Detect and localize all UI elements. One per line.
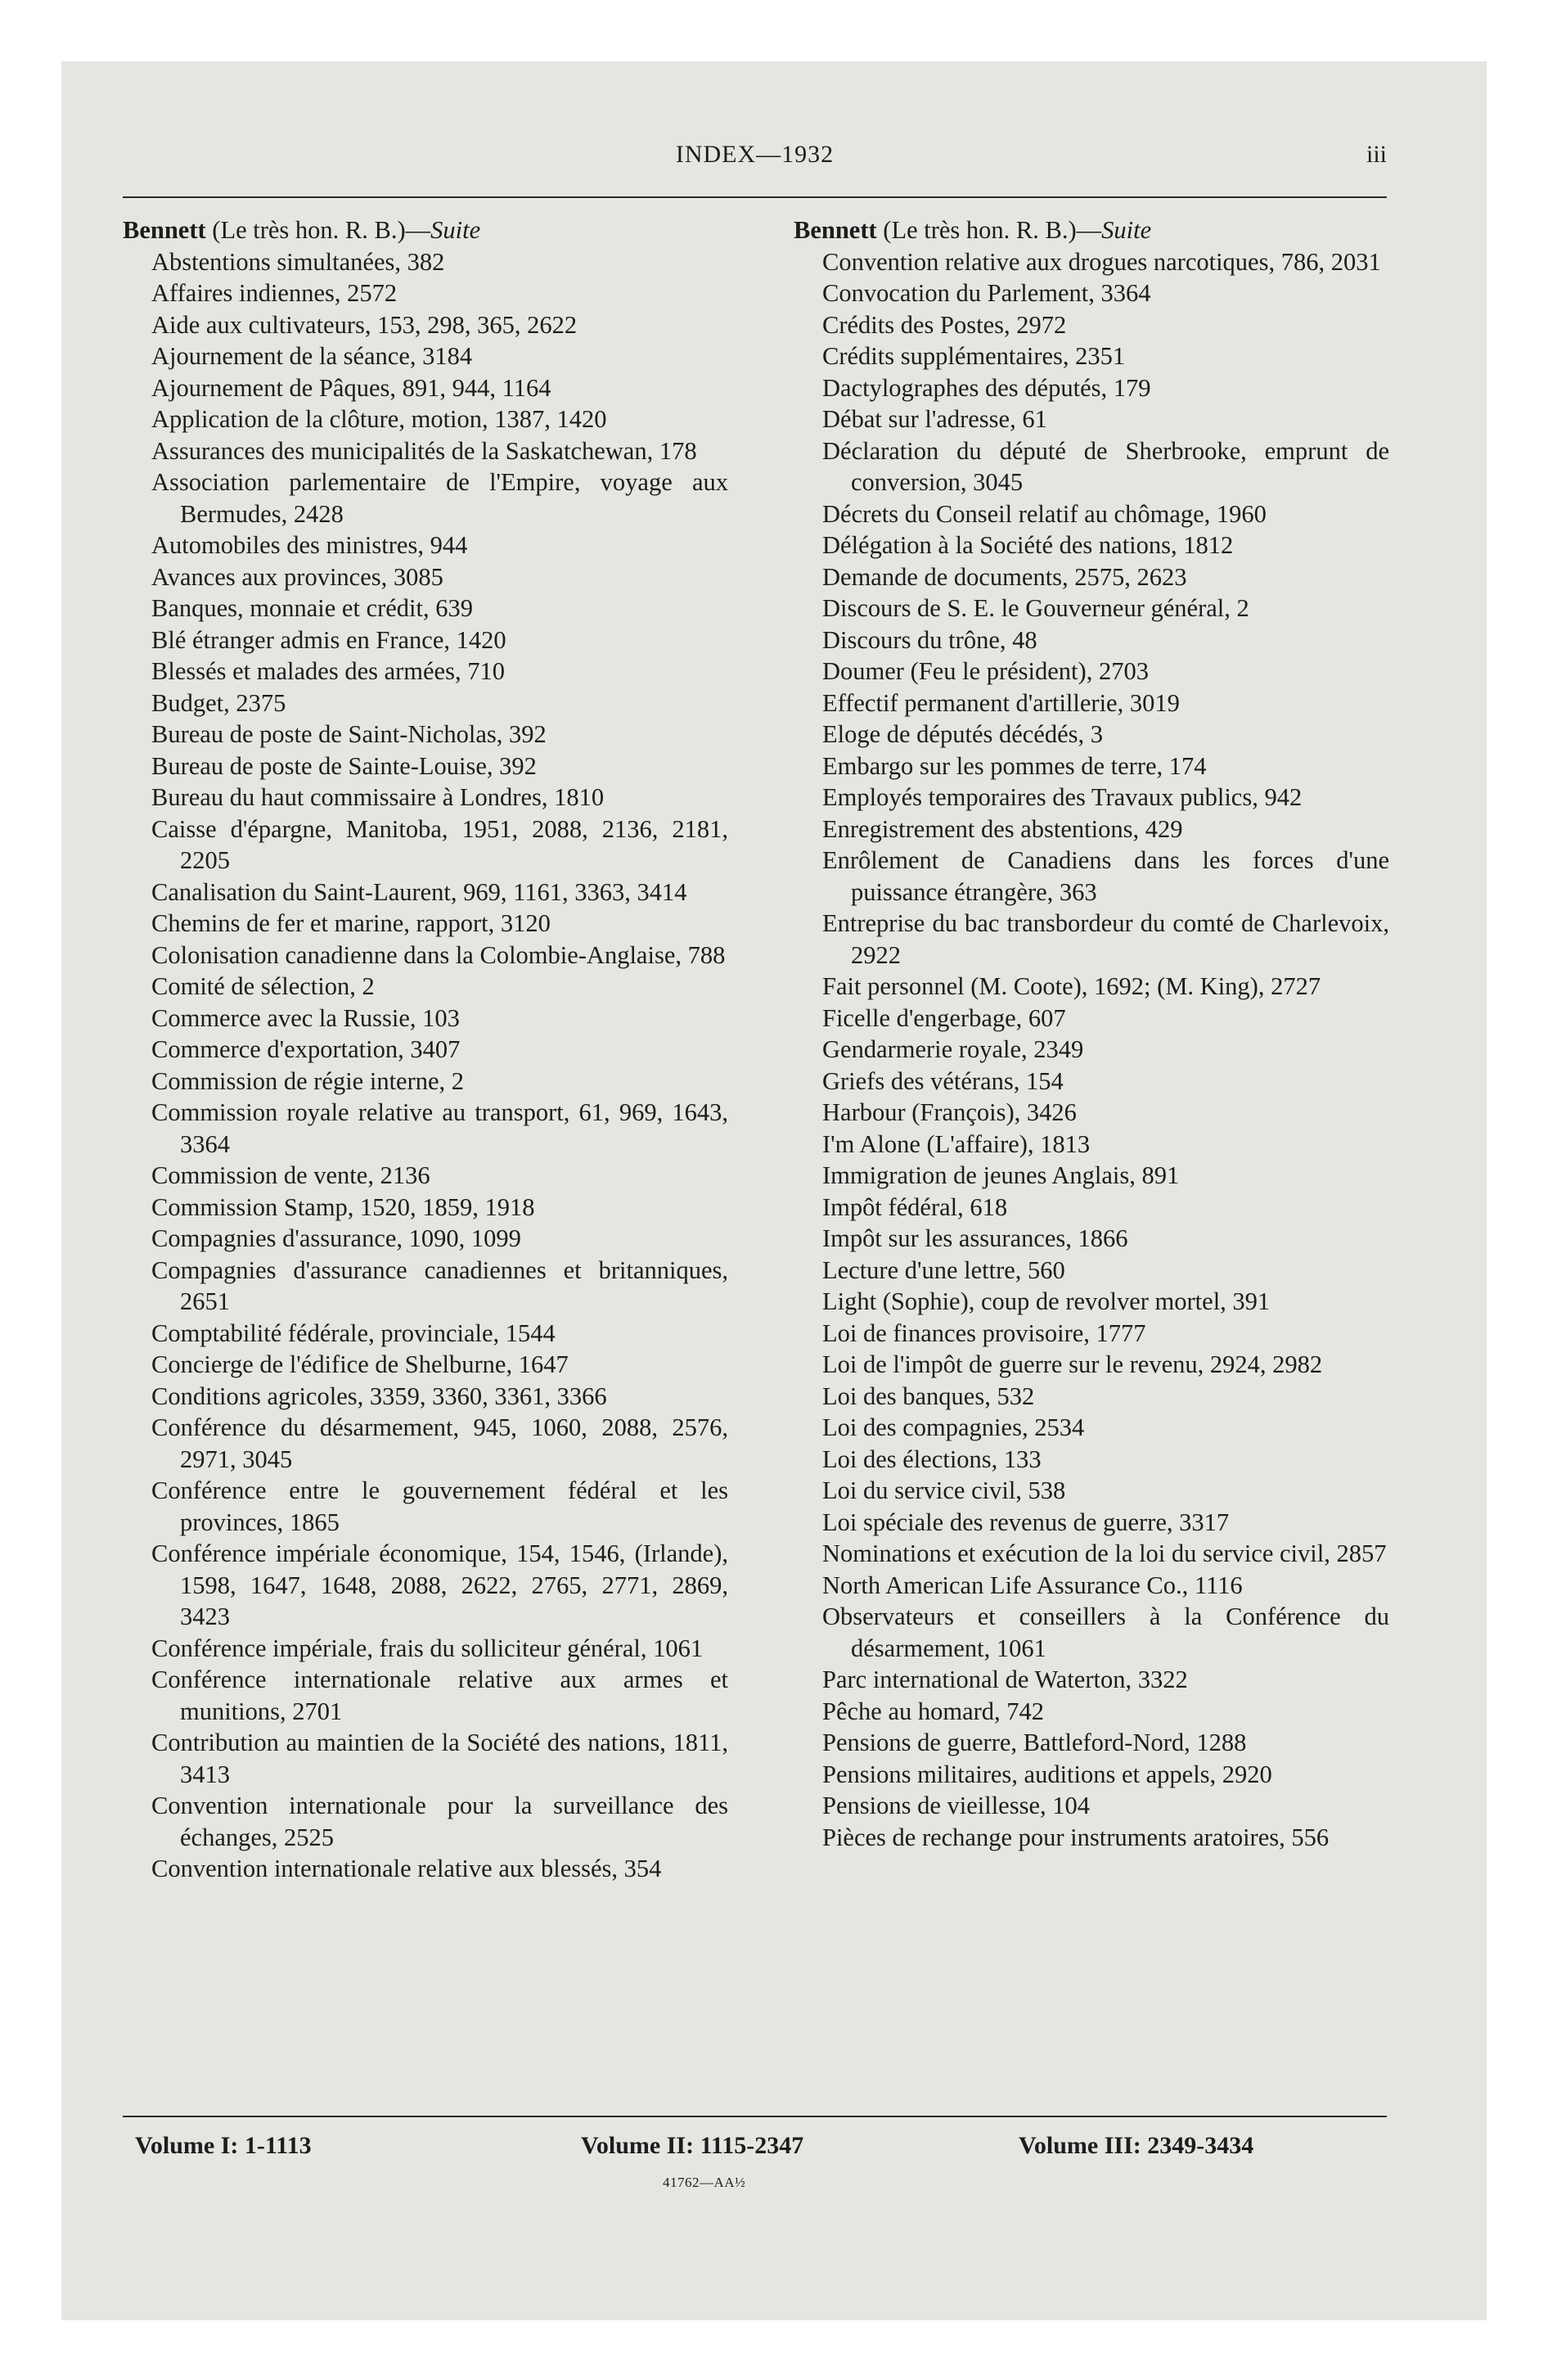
print-code: 41762—AA½ — [663, 2175, 746, 2190]
index-entry: Pensions de vieillesse, 104 — [822, 1792, 1090, 1819]
index-entry: Crédits des Postes, 2972 — [822, 310, 1067, 339]
page-number: iii — [1366, 141, 1387, 168]
page-footer — [123, 2132, 1387, 2206]
index-entry: Blessés et malades des armées, 710 — [151, 657, 505, 685]
index-entry: Dactylographes des députés, 179 — [822, 373, 1151, 402]
index-entry: Comité de sélection, 2 — [151, 972, 375, 1000]
index-entry: Light (Sophie), coup de revolver mortel, 391 — [822, 1287, 1271, 1315]
index-entry: Commission de régie interne, 2 — [151, 1066, 465, 1095]
index-entry: Convocation du Parlement, 3364 — [822, 279, 1151, 307]
index-entry: Commerce avec la Russie, 103 — [151, 1003, 460, 1032]
index-entry: Ajournement de la séance, 3184 — [151, 342, 473, 370]
column-heading — [123, 214, 728, 246]
index-entry: Canalisation du Saint-Laurent, 969, 1161, 3363, 3414 — [151, 877, 687, 906]
index-entry: Conditions agricoles, 3359, 3360, 3361, 3366 — [151, 1382, 607, 1410]
index-entry: North American Life Assurance Co., 1116 — [822, 1571, 1243, 1599]
index-entry: Commission Stamp, 1520, 1859, 1918 — [151, 1192, 535, 1221]
index-entry: Compagnies d'assurance, 1090, 1099 — [151, 1224, 521, 1252]
index-entry: Demande de documents, 2575, 2623 — [822, 562, 1187, 591]
running-title: INDEX—1932 — [675, 141, 835, 168]
index-entry: Pêche au homard, 742 — [822, 1697, 1045, 1725]
index-entry: Débat sur l'adresse, 61 — [822, 405, 1047, 433]
index-entry: Déclaration du député de Sherbrooke, emprunt de conversion, 3045 — [822, 436, 1389, 496]
index-entry: Nominations et exécution de la loi du service civil, 2857 — [822, 1539, 1387, 1567]
index-entry: Conférence impériale, frais du solliciteur général, 1061 — [151, 1634, 704, 1662]
index-entry: Assurances des municipalités de la Saskatchewan, 178 — [151, 436, 697, 465]
index-entry: Commerce d'exportation, 3407 — [151, 1035, 461, 1063]
entry-list-left — [123, 246, 728, 1885]
index-column-right — [794, 214, 1389, 1853]
index-entry: Entreprise du bac transbordeur du comté de Charlevoix, 2922 — [822, 909, 1389, 969]
index-entry: Discours de S. E. le Gouverneur général, 2 — [822, 594, 1249, 622]
index-entry: Blé étranger admis en France, 1420 — [151, 625, 506, 654]
index-entry: Loi spéciale des revenus de guerre, 3317 — [822, 1508, 1230, 1536]
heading-name: Bennett — [794, 216, 877, 244]
index-entry: Association parlementaire de l'Empire, voyage aux Bermudes, 2428 — [151, 468, 728, 528]
index-entry: Enregistrement des abstentions, 429 — [822, 814, 1183, 843]
index-entry: Convention internationale pour la surveillance des échanges, 2525 — [151, 1792, 728, 1851]
index-entry: Budget, 2375 — [151, 688, 286, 717]
index-entry: Crédits supplémentaires, 2351 — [822, 342, 1126, 370]
footer-rule — [123, 2116, 1387, 2117]
index-entry: Doumer (Feu le président), 2703 — [822, 657, 1149, 685]
index-entry: Loi des compagnies, 2534 — [822, 1413, 1085, 1441]
index-entry: Conférence du désarmement, 945, 1060, 2088, 2576, 2971, 3045 — [151, 1413, 728, 1473]
index-entry: Impôt sur les assurances, 1866 — [822, 1224, 1128, 1252]
index-entry: Parc international de Waterton, 3322 — [822, 1666, 1188, 1693]
index-entry: Pièces de rechange pour instruments aratoires, 556 — [822, 1823, 1330, 1851]
index-entry: Effectif permanent d'artillerie, 3019 — [822, 688, 1180, 717]
entry-list-right — [794, 246, 1389, 1854]
index-entry: Aide aux cultivateurs, 153, 298, 365, 2622 — [151, 310, 578, 339]
index-entry: Bureau du haut commissaire à Londres, 1810 — [151, 783, 605, 811]
index-entry: Embargo sur les pommes de terre, 174 — [822, 751, 1207, 780]
index-entry: Délégation à la Société des nations, 1812 — [822, 531, 1234, 559]
volume-two-range: Volume II: 1115-2347 — [581, 2132, 804, 2159]
index-entry: Abstentions simultanées, 382 — [151, 247, 445, 276]
page-header — [123, 141, 1387, 182]
index-entry: Commission de vente, 2136 — [151, 1161, 430, 1189]
index-entry: Colonisation canadienne dans la Colombie-Anglaise, 788 — [151, 940, 726, 969]
index-entry: Avances aux provinces, 3085 — [151, 562, 443, 591]
index-entry: Immigration de jeunes Anglais, 891 — [822, 1161, 1180, 1189]
index-entry: Compagnies d'assurance canadiennes et britanniques, 2651 — [151, 1255, 728, 1315]
index-entry: Loi de finances provisoire, 1777 — [822, 1318, 1146, 1347]
index-entry: Application de la clôture, motion, 1387, 1420 — [151, 405, 607, 433]
index-entry: Lecture d'une lettre, 560 — [822, 1255, 1065, 1284]
index-entry: Chemins de fer et marine, rapport, 3120 — [151, 909, 551, 937]
index-entry: Loi des élections, 133 — [822, 1445, 1042, 1473]
index-entry: Loi des banques, 532 — [822, 1382, 1035, 1410]
index-entry: Convention internationale relative aux blessés, 354 — [151, 1855, 662, 1882]
index-entry: Bureau de poste de Sainte-Louise, 392 — [151, 751, 537, 780]
index-entry: Automobiles des ministres, 944 — [151, 531, 468, 559]
index-entry: I'm Alone (L'affaire), 1813 — [822, 1129, 1091, 1158]
index-entry: Contribution au maintien de la Société des nations, 1811, 3413 — [151, 1729, 728, 1788]
index-entry: Commission royale relative au transport, 61, 969, 1643, 3364 — [151, 1098, 728, 1158]
index-entry: Discours du trône, 48 — [822, 625, 1037, 654]
heading-name: Bennett — [123, 216, 206, 244]
index-entry: Conférence entre le gouvernement fédéral et les provinces, 1865 — [151, 1476, 728, 1536]
heading-suite: Suite — [1101, 216, 1152, 244]
index-entry: Bureau de poste de Saint-Nicholas, 392 — [151, 720, 547, 748]
index-entry: Conférence impériale économique, 154, 1546, (Irlande), 1598, 1647, 1648, 2088, 2622, 2765, 2771, 2869, 3423 — [151, 1539, 728, 1630]
index-entry: Décrets du Conseil relatif au chômage, 1960 — [822, 499, 1267, 528]
index-entry: Caisse d'épargne, Manitoba, 1951, 2088, 2136, 2181, 2205 — [151, 814, 728, 874]
index-entry: Concierge de l'édifice de Shelburne, 1647 — [151, 1350, 569, 1378]
heading-suite: Suite — [430, 216, 481, 244]
index-entry: Ficelle d'engerbage, 607 — [822, 1003, 1066, 1032]
index-entry: Loi du service civil, 538 — [822, 1476, 1066, 1504]
index-entry: Comptabilité fédérale, provinciale, 1544 — [151, 1318, 556, 1347]
column-heading — [794, 214, 1389, 246]
index-entry: Harbour (François), 3426 — [822, 1098, 1077, 1126]
index-column-left — [123, 214, 728, 1885]
index-entry: Impôt fédéral, 618 — [822, 1192, 1008, 1221]
header-rule — [123, 196, 1387, 198]
index-entry: Pensions de guerre, Battleford-Nord, 1288 — [822, 1729, 1247, 1756]
heading-title: (Le très hon. R. B.)— — [205, 216, 431, 244]
index-entry: Affaires indiennes, 2572 — [151, 279, 398, 307]
index-entry: Ajournement de Pâques, 891, 944, 1164 — [151, 373, 551, 402]
index-entry: Observateurs et conseillers à la Conférence du désarmement, 1061 — [822, 1602, 1389, 1662]
index-entry: Pensions militaires, auditions et appels, 2920 — [822, 1760, 1272, 1788]
index-entry: Fait personnel (M. Coote), 1692; (M. King), 2727 — [822, 972, 1321, 1000]
heading-title: (Le très hon. R. B.)— — [876, 216, 1102, 244]
index-entry: Convention relative aux drogues narcotiques, 786, 2031 — [822, 247, 1381, 276]
index-entry: Banques, monnaie et crédit, 639 — [151, 594, 474, 622]
index-entry: Eloge de députés décédés, 3 — [822, 720, 1103, 748]
index-entry: Gendarmerie royale, 2349 — [822, 1035, 1084, 1063]
index-entry: Enrôlement de Canadiens dans les forces d'une puissance étrangère, 363 — [822, 846, 1389, 906]
volume-three-range: Volume III: 2349-3434 — [1019, 2132, 1254, 2159]
index-entry: Loi de l'impôt de guerre sur le revenu, 2924, 2982 — [822, 1350, 1323, 1378]
volume-one-range: Volume I: 1-1113 — [135, 2132, 312, 2159]
index-entry: Conférence internationale relative aux armes et munitions, 2701 — [151, 1666, 728, 1725]
index-entry: Employés temporaires des Travaux publics, 942 — [822, 783, 1303, 811]
index-entry: Griefs des vétérans, 154 — [822, 1066, 1064, 1095]
